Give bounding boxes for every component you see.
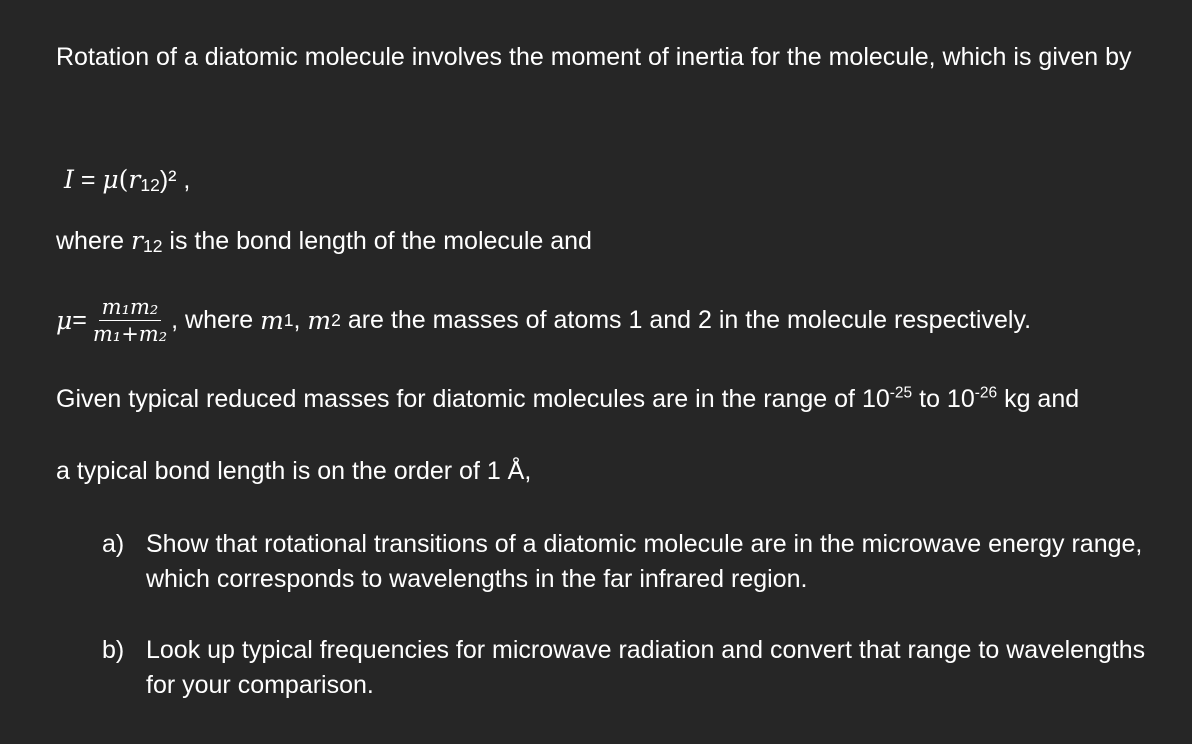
close-paren: ) (159, 166, 169, 194)
equals-sign: = (72, 306, 87, 335)
open-paren: ( (118, 165, 129, 194)
r-subscript: 12 (143, 236, 163, 257)
item-text: Show that rotational transitions of a diatomic molecule are in the microwave energy range, which corresponds to wavelengths in the far infrared region. (146, 530, 1143, 593)
bond-length-text: is the bond length of the molecule and (162, 227, 592, 255)
item-marker: b) (102, 636, 125, 664)
where-text: where (178, 306, 261, 335)
m1-subscript: 1 (283, 310, 294, 331)
exponent-1: -25 (889, 384, 913, 402)
item-marker: a) (102, 530, 125, 558)
separator: , (293, 306, 308, 335)
trailing-comma: , (176, 166, 191, 194)
moment-of-inertia-equation (64, 162, 190, 198)
r-symbol: r (128, 165, 141, 194)
mu-symbol: μ (56, 306, 73, 336)
fraction-numerator: m₁m₂ (99, 296, 162, 321)
squared: ² (168, 166, 177, 194)
given-text-3: kg and (997, 385, 1080, 413)
list-item (102, 633, 1172, 703)
where-text: where (56, 227, 132, 255)
fraction-denominator: m₁+m₂ (92, 322, 168, 347)
m2-symbol: m (307, 306, 332, 336)
m1-symbol: m (260, 306, 284, 336)
reduced-mass-fraction (93, 296, 167, 345)
question-list (102, 527, 1172, 703)
given-text-2: to 10 (912, 385, 975, 413)
masses-description: are the masses of atoms 1 and 2 in the molecule respectively. (340, 306, 1032, 335)
r-symbol: r (131, 226, 143, 255)
equals-sign: = (73, 166, 103, 194)
given-masses-line (56, 382, 1079, 417)
item-text: Look up typical frequencies for microwave radiation and convert that range to wavelengths for your comparison. (146, 636, 1146, 699)
problem-document (56, 40, 1166, 699)
list-item (102, 527, 1172, 597)
r-subscript: 12 (140, 175, 160, 196)
bond-length-line (56, 223, 592, 259)
exponent-2: -26 (974, 384, 998, 402)
m2-subscript: 2 (331, 310, 341, 331)
fraction-comma: , (171, 306, 179, 335)
reduced-mass-line (56, 296, 1031, 345)
inertia-symbol: I (64, 165, 74, 194)
bond-length-given-line: a typical bond length is on the order of 1 Å, (56, 457, 532, 485)
mu-symbol: μ (102, 165, 119, 194)
given-text-1: Given typical reduced masses for diatomic molecules are in the range of 10 (56, 385, 890, 413)
intro-paragraph: Rotation of a diatomic molecule involves the moment of inertia for the molecule, which is given by (56, 43, 1132, 71)
